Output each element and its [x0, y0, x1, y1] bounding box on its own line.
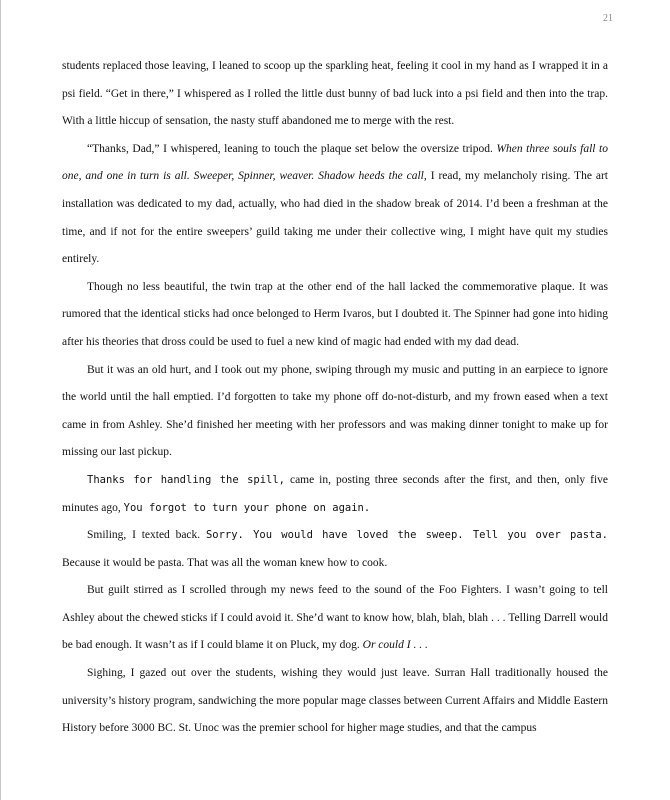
italic-text: When three souls fall to one, and one in turn is all. Sweeper, Spinner, weaver. Shadow heeds the call, — [62, 142, 608, 183]
text-segment: came in, posting three seconds after the first, and then, only five minutes ago, — [62, 473, 608, 514]
text-message: Thanks for handling the spill, — [87, 473, 285, 486]
text-message: Sorry. You would have loved the sweep. Tell you over pasta. — [205, 529, 608, 542]
text-message: You forgot to turn your phone on again. — [123, 501, 371, 514]
italic-text: Or could I . . . — [362, 639, 428, 652]
text-segment: “Thanks, Dad,” I whispered, leaning to touch the plaque set below the oversize tripod. — [87, 142, 497, 155]
paragraph-5 — [62, 467, 608, 522]
paragraph-7 — [62, 577, 608, 660]
text-segment: Because it would be pasta. That was all the woman knew how to cook. — [62, 556, 388, 569]
paragraph-8 — [62, 660, 608, 743]
page-left-edge — [0, 0, 1, 800]
text-segment: But guilt stirred as I scrolled through my news feed to the sound of the Foo Fighters. I wasn’t going to tell Ashley about the chewed sticks if I could avoid it. She’d want to know how, blah, blah, blah . . . Telling Darrell would be bad enough. It wasn’t as if I could blame it on Pluck, my dog. — [62, 584, 608, 652]
paragraph-2 — [62, 136, 608, 274]
text-segment: But it was an old hurt, and I took out my phone, swiping through my music and putting in an earpiece to ignore the world until the hall emptied. I’d forgotten to take my phone off do-not-disturb, and my frown eased when a text came in from Ashley. She’d finished her meeting with her professors and was making dinner tonight to make up for missing our last pickup. — [62, 363, 608, 459]
paragraph-6 — [62, 522, 608, 577]
text-segment: students replaced those leaving, I leaned to scoop up the sparkling heat, feeling it cool in my hand as I wrapped it in a psi field. “Get in there,” I whispered as I rolled the little dust bunny of bad luck into a psi field and then into the trap. With a little hiccup of sensation, the nasty stuff abandoned me to merge with the rest. — [62, 60, 608, 128]
page-number: 21 — [603, 13, 613, 24]
document-body — [62, 53, 608, 743]
text-segment: I read, my melancholy rising. The art installation was dedicated to my dad, actually, who had died in the shadow break of 2014. I’d been a freshman at the time, and if not for the entire sweepers’ guild taking me under their collective wing, I might have quit my studies entirely. — [62, 170, 608, 266]
paragraph-3 — [62, 274, 608, 357]
text-segment: Smiling, I texted back. — [87, 529, 206, 542]
paragraph-4 — [62, 357, 608, 467]
text-segment: Sighing, I gazed out over the students, wishing they would just leave. Surran Hall traditionally housed the university’s history program, sandwiching the more popular mage classes between Current Affairs and Middle Eastern History before 3000 BC. St. Unoc was the premier school for higher mage studies, and that the campus — [62, 667, 608, 735]
text-segment: Though no less beautiful, the twin trap at the other end of the hall lacked the commemorative plaque. It was rumored that the identical sticks had once belonged to Herm Ivaros, but I doubted it. The Spinner had gone into hiding after his theories that dross could be used to fuel a new kind of magic had ended with my dad dead. — [62, 280, 608, 348]
paragraph-1 — [62, 53, 608, 136]
